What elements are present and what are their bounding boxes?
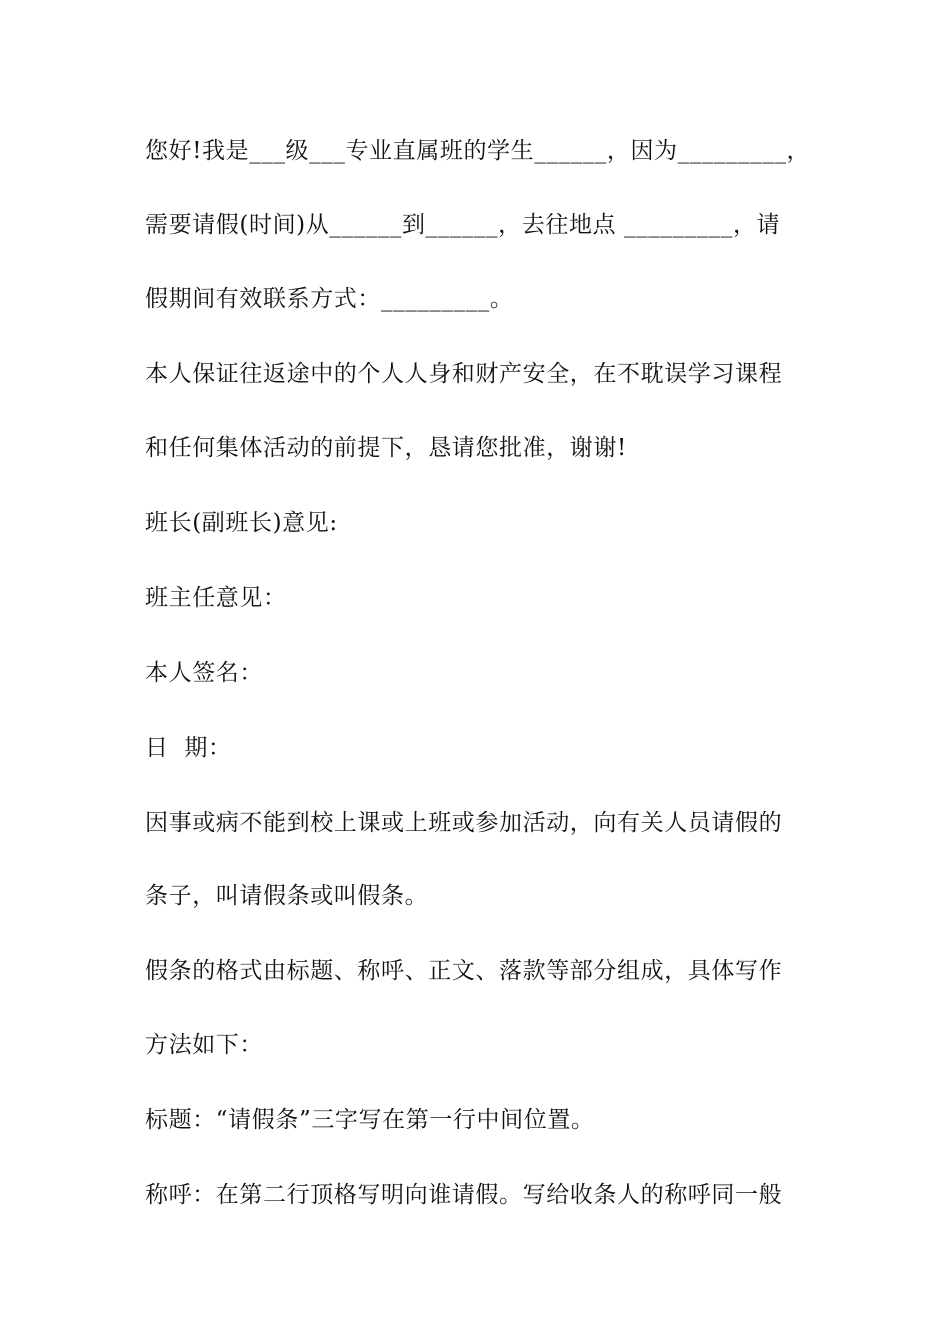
body-line-4: 本人保证往返途中的个人人身和财产安全，在不耽误学习课程	[145, 361, 783, 387]
body-line-9: 日 期：	[145, 735, 232, 761]
body-line-8: 本人签名：	[145, 660, 263, 686]
body-line-12: 假条的格式由标题、称呼、正文、落款等部分组成，具体写作	[145, 958, 783, 984]
body-line-6: 班长(副班长)意见:	[145, 510, 338, 536]
body-line-11: 条子，叫请假条或叫假条。	[145, 883, 429, 909]
body-line-15: 称呼：在第二行顶格写明向谁请假。写给收条人的称呼同一般	[145, 1182, 783, 1208]
body-line-10: 因事或病不能到校上课或上班或参加活动，向有关人员请假的	[145, 810, 783, 836]
body-line-5: 和任何集体活动的前提下，恳请您批准，谢谢!	[145, 435, 627, 461]
body-line-3: 假期间有效联系方式：_________。	[145, 286, 514, 312]
body-line-1: 您好!我是___级___专业直属班的学生______，因为_________，	[145, 138, 811, 164]
body-line-13: 方法如下：	[145, 1032, 263, 1058]
body-line-2: 需要请假(时间)从______到______，去往地点 _________，请	[145, 212, 781, 238]
body-line-14: 标题：“请假条”三字写在第一行中间位置。	[145, 1107, 595, 1133]
body-line-7: 班主任意见：	[145, 585, 287, 611]
